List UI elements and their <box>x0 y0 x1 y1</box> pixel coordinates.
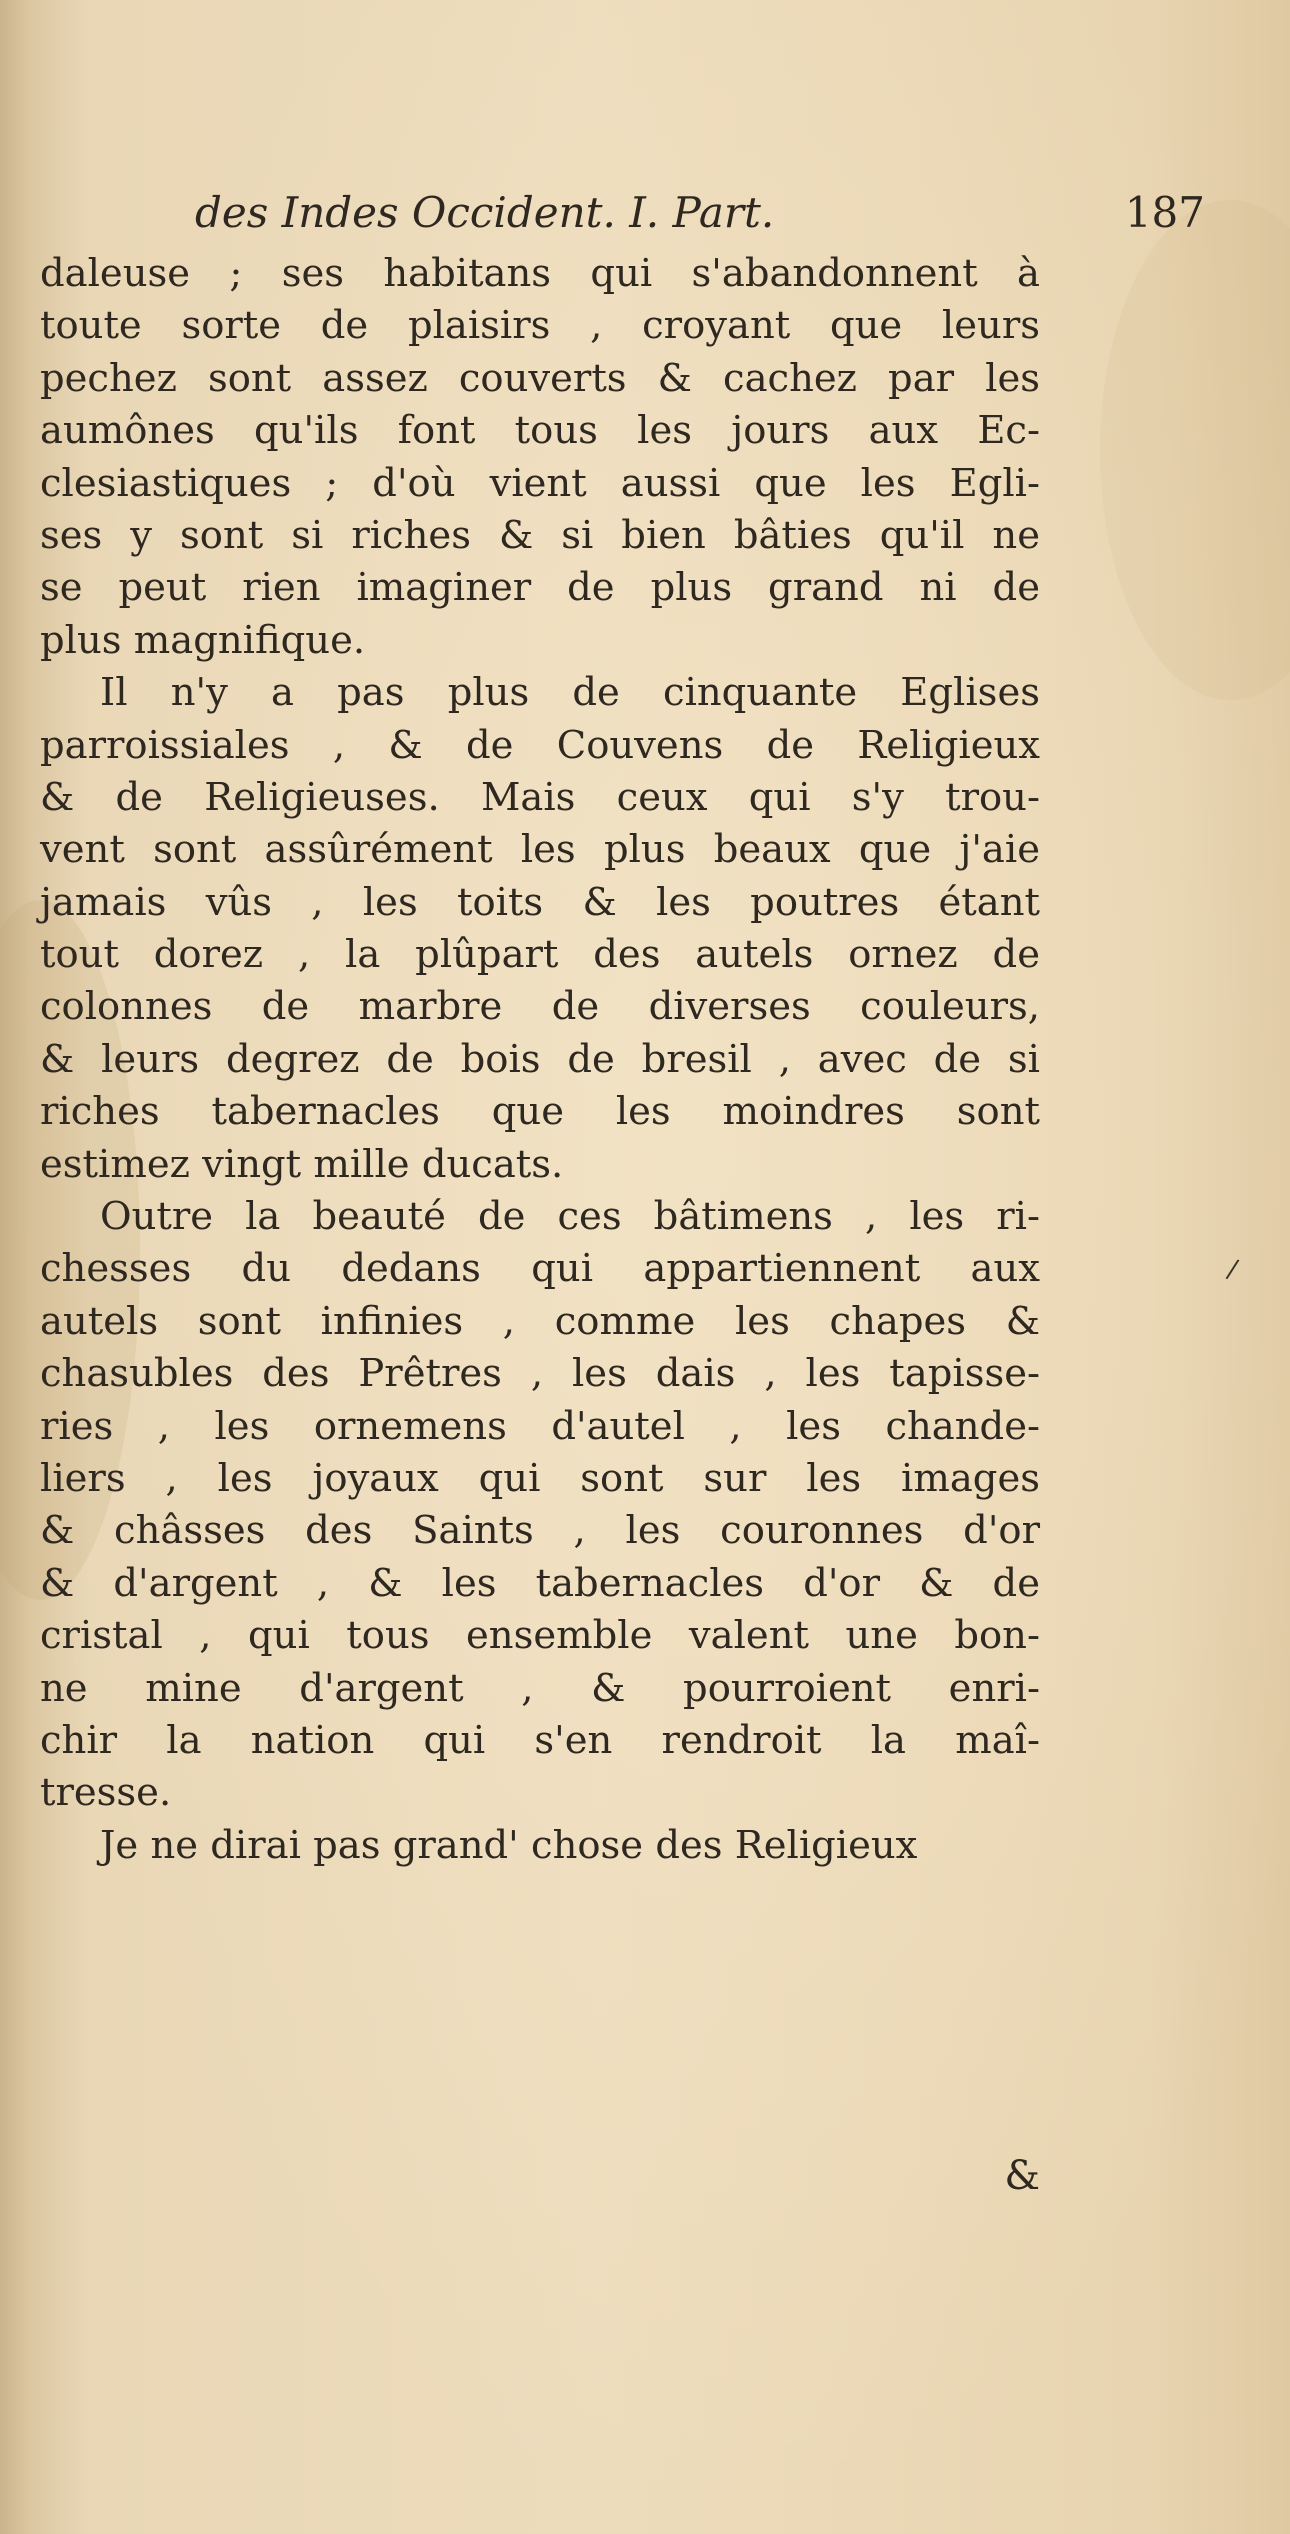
text-line: chir la nation qui s'en rendroit la maî- <box>40 1717 1040 1763</box>
text-line: pechez sont assez couverts & cachez par les <box>40 355 1040 401</box>
text-line: tout dorez , la plûpart des autels ornez de <box>40 932 1040 978</box>
text-line: se peut rien imaginer de plus grand ni de <box>40 565 1040 611</box>
text-line: riches tabernacles que les moindres sont <box>40 1089 1040 1135</box>
text-line: Outre la beauté de ces bâtimens , les ri- <box>100 1194 1040 1240</box>
text-line: colonnes de marbre de diverses couleurs, <box>40 984 1040 1030</box>
text-line: & de Religieuses. Mais ceux qui s'y trou- <box>40 774 1040 820</box>
text-line: Je ne dirai pas grand' chose des Religieux <box>100 1822 918 1868</box>
text-line: daleuse ; ses habitans qui s'abandonnent à <box>40 251 1040 296</box>
text-line: clesiastiques ; d'où vient aussi que les Egli- <box>40 460 1040 506</box>
text-line: & châsses des Saints , les couronnes d'or <box>40 1508 1040 1554</box>
text-line: ses y sont si riches & si bien bâties qu'il ne <box>40 512 1040 558</box>
text-line: ries , les ornemens d'autel , les chande- <box>40 1403 1040 1449</box>
paper-stain <box>1100 200 1290 700</box>
body-text <box>40 248 1040 1872</box>
text-line: plus magnifique. <box>40 617 366 663</box>
running-title: des Indes Occident. I. Part. <box>195 188 775 237</box>
text-line: autels sont infinies , comme les chapes & <box>40 1298 1040 1344</box>
text-line: & leurs degrez de bois de bresil , avec de si <box>40 1036 1040 1082</box>
text-line: ne mine d'argent , & pourroient enri- <box>40 1665 1040 1711</box>
text-line: parroissiales , & de Couvens de Religieux <box>40 722 1040 768</box>
text-line: aumônes qu'ils font tous les jours aux Ec- <box>40 408 1040 454</box>
text-line: jamais vûs , les toits & les poutres étant <box>40 879 1040 925</box>
text-line: toute sorte de plaisirs , croyant que leurs <box>40 303 1040 349</box>
text-line: Il n'y a pas plus de cinquante Eglises <box>100 670 1040 716</box>
text-line: tresse. <box>40 1770 172 1816</box>
text-line: cristal , qui tous ensemble valent une bon- <box>40 1613 1040 1659</box>
margin-mark: / <box>1224 1253 1241 1286</box>
text-line: liers , les joyaux qui sont sur les images <box>40 1455 1040 1501</box>
text-line: estimez vingt mille ducats. <box>40 1141 564 1187</box>
catchword: & <box>1004 2153 1040 2199</box>
text-line: chesses du dedans qui appartiennent aux <box>40 1246 1040 1292</box>
text-line: & d'argent , & les tabernacles d'or & de <box>40 1560 1040 1606</box>
page-number: 187 <box>1124 188 1205 237</box>
text-line: chasubles des Prêtres , les dais , les tapisse- <box>40 1351 1040 1397</box>
page-header <box>195 183 1205 243</box>
text-line: vent sont assûrément les plus beaux que j'aie <box>40 827 1040 873</box>
